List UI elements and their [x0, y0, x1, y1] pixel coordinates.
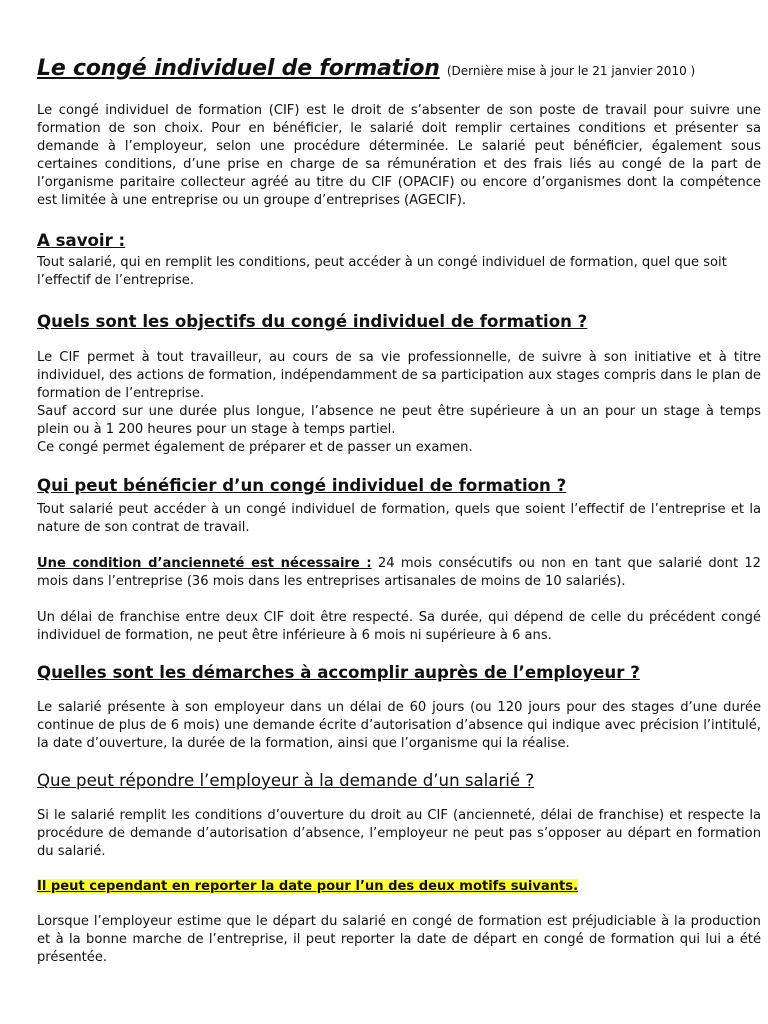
beneficiaires-paragraph-1: Tout salarié peut accéder à un congé individuel de formation, quels que soient l’effectif de l’entreprise et la nature de son contrat de travail.	[37, 502, 761, 535]
document-page	[37, 52, 761, 967]
heading-objectifs: Quels sont les objectifs du congé individuel de formation ?	[37, 312, 588, 331]
title-line	[37, 52, 761, 88]
objectifs-paragraph-3: Ce congé permet également de préparer et de passer un examen.	[37, 440, 473, 455]
demarches-paragraph: Le salarié présente à son employeur dans un délai de 60 jours (ou 120 jours pour des stages d’une durée continue de plus de 6 mois) une demande écrite d’autorisation d’absence qui indique avec précision l’intitulé, la date d’ouverture, la durée de la formation, ainsi que l’organisme qui la réalise.	[37, 700, 761, 751]
intro-paragraph: Le congé individuel de formation (CIF) est le droit de s’absenter de son poste de travail pour suivre une formation de son choix. Pour en bénéficier, le salarié doit remplir certaines conditions et présenter sa demande à l’employeur, selon une procédure déterminée. Le salarié peut bénéficier, également sous certaines conditions, d’une prise en charge de sa rémunération et des frais liés au congé de la part de l’organisme paritaire collecteur agréé au titre du CIF (OPACIF) ou encore d’organismes dont la compétence est limitée à une entreprise ou un groupe d’entreprises (AGECIF).	[37, 103, 761, 208]
heading-demarches: Quelles sont les démarches à accomplir auprès de l’employeur ?	[37, 663, 640, 682]
reponse-paragraph-3: Lorsque l’employeur estime que le départ du salarié en congé de formation est préjudiciable à la production et à la bonne marche de l’entreprise, il peut reporter la date de départ en congé de formation qui lui a été présentée.	[37, 914, 761, 965]
anciennete-paragraph	[37, 555, 761, 591]
objectifs-paragraph-2: Sauf accord sur une durée plus longue, l’absence ne peut être supérieure à un an pour un stage à temps plein ou à 1 200 heures pour un stage à temps partiel.	[37, 404, 761, 437]
heading-beneficiaires: Qui peut bénéficier d’un congé individuel de formation ?	[37, 476, 567, 495]
anciennete-text: 24 mois consécutifs ou non en tant que salarié dont 12 mois dans l’entreprise (36 mois dans les entreprises artisanales de moins de 10 salariés).	[37, 556, 761, 589]
reponse-paragraph-1: Si le salarié remplit les conditions d’ouverture du droit au CIF (ancienneté, délai de franchise) et respecte la procédure de demande d’autorisation d’absence, l’employeur ne peut pas s’opposer au départ en formation du salarié.	[37, 808, 761, 859]
update-date: (Dernière mise à jour le 21 janvier 2010 )	[446, 64, 696, 78]
objectifs-paragraph-1: Le CIF permet à tout travailleur, au cours de sa vie professionnelle, de suivre à son initiative et à titre individuel, des actions de formation, indépendamment de sa participation aux stages compris dans le plan de formation de l’entreprise.	[37, 350, 761, 401]
heading-reponse-employeur: Que peut répondre l’employeur à la demande d’un salarié ?	[37, 771, 535, 790]
heading-a-savoir: A savoir :	[37, 231, 126, 250]
page-title: Le congé individuel de formation	[37, 56, 440, 81]
anciennete-label: Une condition d’ancienneté est nécessaire :	[37, 556, 372, 571]
a-savoir-paragraph: Tout salarié, qui en remplit les conditions, peut accéder à un congé individuel de formation, quel que soit l’effectif de l’entreprise.	[37, 255, 727, 288]
franchise-paragraph: Un délai de franchise entre deux CIF doit être respecté. Sa durée, qui dépend de celle du précédent congé individuel de formation, ne peut être inférieure à 6 mois ni supérieure à 6 ans.	[37, 610, 761, 643]
report-motifs-paragraph	[37, 878, 761, 896]
highlighted-text: Il peut cependant en reporter la date pour l’un des deux motifs suivants.	[37, 879, 579, 894]
